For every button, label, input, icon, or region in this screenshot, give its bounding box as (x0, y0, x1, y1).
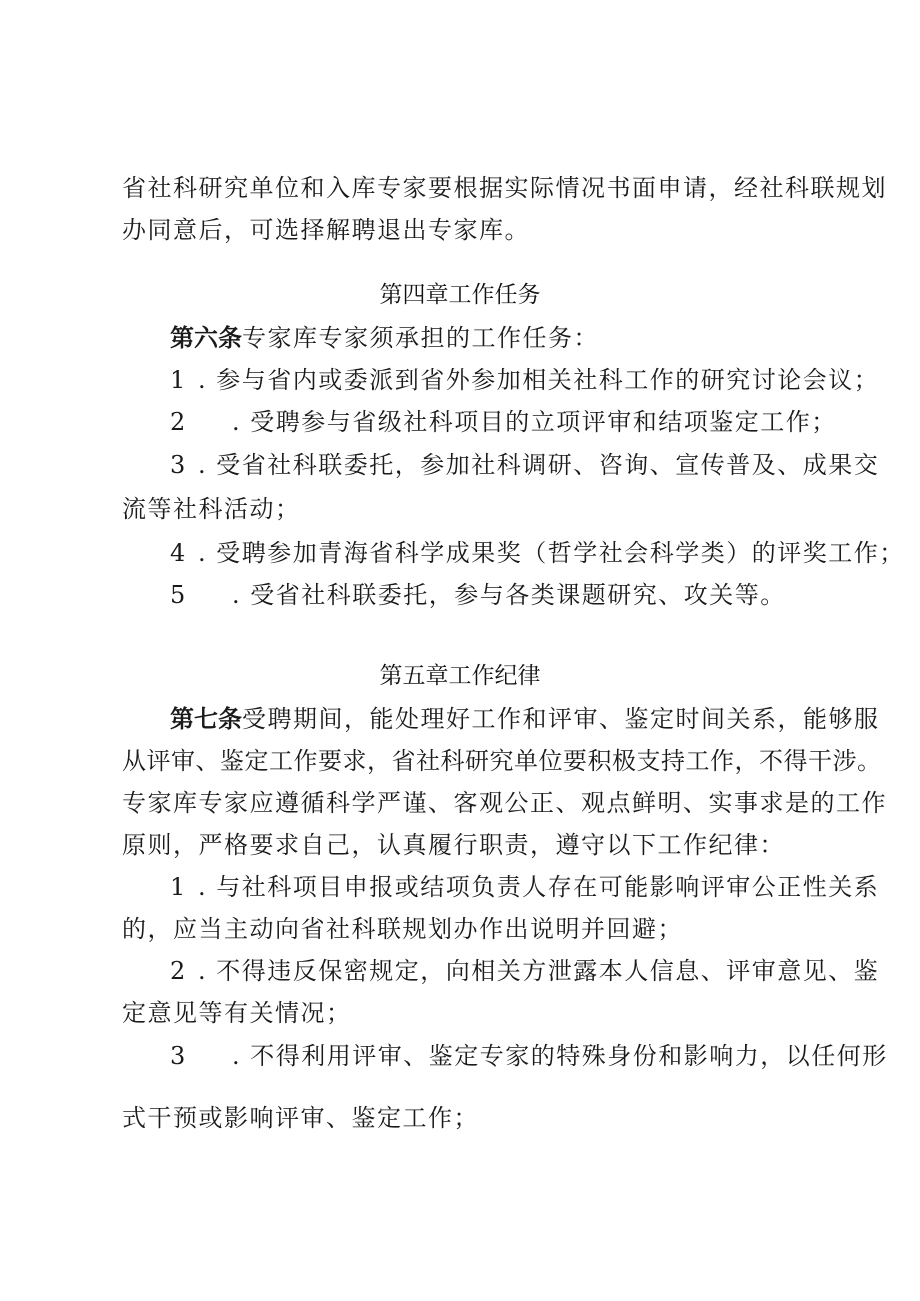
article-seven (170, 703, 880, 735)
paragraph-line: 流等社科活动； (122, 495, 301, 523)
paragraph-line: 定意见等有关情况； (122, 999, 352, 1027)
chapter-five-heading: 第五章工作纪律 (379, 663, 541, 689)
paragraph-line: 办同意后，可选择解聘退出专家库。 (122, 216, 530, 244)
chapter-four-heading: 第四章工作任务 (379, 282, 541, 308)
article-text: 受聘期间，能处理好工作和评审、鉴定时间关系，能够服 (242, 705, 880, 733)
task-item-2 (170, 406, 870, 438)
paragraph-line: 式干预或影响评审、鉴定工作； (122, 1104, 479, 1132)
item-number: 1 (170, 366, 187, 394)
task-item-3 (170, 449, 880, 481)
paragraph-line: 的，应当主动向省社科联规划办作出说明并回避； (122, 915, 683, 943)
article-text: 专家库专家须承担的工作任务： (242, 324, 599, 352)
item-text: . 参与省内或委派到省外参加相关社科工作的研究讨论会议； (198, 366, 880, 394)
article-six (170, 322, 870, 354)
paragraph-line: 省社科研究单位和入库专家要根据实际情况书面申请，经社科联规划 (122, 174, 887, 202)
item-text: . 与社科项目申报或结项负责人存在可能影响评审公正性关系 (198, 873, 880, 901)
paragraph-line: 原则，严格要求自己，认真履行职责，遵守以下工作纪律： (122, 831, 785, 859)
item-text: . 不得利用评审、鉴定专家的特殊身份和影响力，以任何形 (232, 1042, 888, 1070)
discipline-item-3 (170, 1040, 888, 1072)
item-text: . 不得违反保密规定，向相关方泄露本人信息、评审意见、鉴 (198, 957, 880, 985)
item-number: 3 (170, 451, 187, 479)
paragraph-line: 专家库专家应遵循科学严谨、客观公正、观点鲜明、实事求是的工作 (122, 789, 887, 817)
paragraph-line: 从评审、鉴定工作要求，省社科研究单位要积极支持工作，不得干涉。 (122, 747, 882, 775)
item-text: . 受聘参与省级社科项目的立项评审和结项鉴定工作； (232, 408, 837, 436)
task-item-4 (170, 537, 905, 569)
task-item-1 (170, 364, 880, 396)
item-number: 4 (170, 539, 187, 567)
item-number: 3 (170, 1042, 187, 1070)
task-item-5 (170, 579, 870, 611)
item-number: 1 (170, 873, 187, 901)
item-number: 2 (170, 408, 187, 436)
item-number: 5 (170, 581, 187, 609)
discipline-item-2 (170, 955, 880, 987)
item-text: . 受省社科联委托，参与各类课题研究、攻关等。 (232, 581, 786, 609)
article-label: 第七条 (170, 705, 242, 733)
discipline-item-1 (170, 871, 880, 903)
item-text: . 受省社科联委托，参加社科调研、咨询、宣传普及、成果交 (198, 451, 880, 479)
item-number: 2 (170, 957, 187, 985)
item-text: . 受聘参加青海省科学成果奖（哲学社会科学类）的评奖工作； (198, 539, 905, 567)
article-label: 第六条 (170, 324, 242, 352)
